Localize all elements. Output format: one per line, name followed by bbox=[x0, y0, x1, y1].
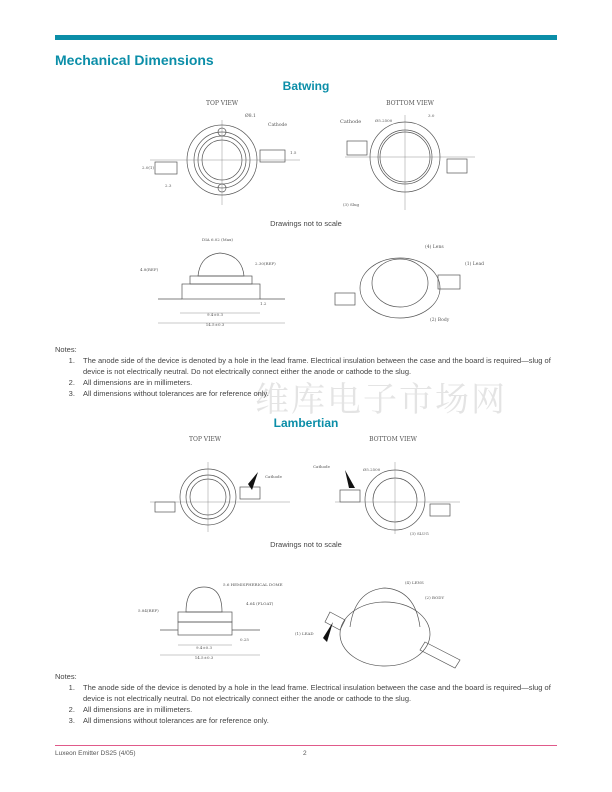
svg-text:Cathode: Cathode bbox=[340, 119, 362, 125]
svg-text:Ø5.2500: Ø5.2500 bbox=[363, 467, 381, 472]
svg-text:2.3: 2.3 bbox=[165, 183, 172, 188]
svg-text:4.64 (FLOAT): 4.64 (FLOAT) bbox=[246, 601, 274, 606]
lambertian-side-view-drawing bbox=[138, 575, 288, 675]
svg-text:TOP VIEW: TOP VIEW bbox=[188, 436, 222, 443]
svg-text:Ø5.2500: Ø5.2500 bbox=[375, 118, 393, 123]
note-item: 2. All dimensions are in millimeters. bbox=[77, 704, 565, 715]
lambertian-notes bbox=[55, 671, 565, 726]
note-item: 3. All dimensions without tolerances are for reference only. bbox=[77, 715, 565, 726]
svg-text:(4) LENS: (4) LENS bbox=[405, 580, 424, 585]
batwing-side-view-drawing bbox=[140, 233, 290, 338]
page-title: Mechanical Dimensions bbox=[55, 52, 214, 68]
svg-text:14.5±0.3: 14.5±0.3 bbox=[205, 322, 225, 327]
notes-label: Notes: bbox=[55, 345, 77, 354]
footer-doc-id: Luxeon Emitter DS25 (4/05) bbox=[55, 750, 136, 757]
note-item: 1. The anode side of the device is denoted by a hole in the lead frame. Electrical insulation between the case and the board is required—slug of device is not electrically neutral. Do not electrically connect either the anode or cathode to the slug. bbox=[77, 355, 565, 377]
batwing-not-to-scale: Drawings not to scale bbox=[270, 219, 342, 228]
svg-text:(1) LEAD: (1) LEAD bbox=[295, 631, 314, 636]
batwing-bottom-view-drawing bbox=[335, 95, 485, 220]
lambertian-top-view-drawing bbox=[140, 432, 300, 537]
batwing-top-view-drawing bbox=[140, 95, 300, 220]
batwing-notes bbox=[55, 344, 565, 399]
lambertian-not-to-scale: Drawings not to scale bbox=[270, 540, 342, 549]
lambertian-bottom-view-drawing bbox=[305, 432, 465, 537]
svg-text:BOTTOM VIEW: BOTTOM VIEW bbox=[369, 436, 417, 443]
svg-text:(1) Lead: (1) Lead bbox=[465, 262, 485, 267]
svg-text:BOTTOM VIEW: BOTTOM VIEW bbox=[386, 100, 434, 107]
svg-text:9.4±0.3: 9.4±0.3 bbox=[206, 312, 224, 317]
svg-text:1.5: 1.5 bbox=[290, 150, 297, 155]
svg-text:Cathode: Cathode bbox=[268, 123, 288, 128]
header-rule bbox=[55, 35, 557, 40]
svg-text:Cathode: Cathode bbox=[265, 474, 282, 479]
svg-text:4.8(REF): 4.8(REF) bbox=[140, 267, 159, 272]
svg-text:(3) Slug: (3) Slug bbox=[343, 202, 360, 207]
svg-text:2.30(REF): 2.30(REF) bbox=[255, 261, 276, 266]
batwing-heading: Batwing bbox=[282, 79, 330, 93]
svg-text:0.25: 0.25 bbox=[240, 637, 249, 642]
lambertian-heading: Lambertian bbox=[273, 416, 339, 430]
svg-text:(2) BODY: (2) BODY bbox=[425, 595, 445, 600]
notes-label: Notes: bbox=[55, 672, 77, 681]
svg-text:Ø8.1: Ø8.1 bbox=[245, 114, 256, 119]
svg-text:3.0: 3.0 bbox=[428, 113, 435, 118]
footer-rule bbox=[55, 745, 557, 746]
svg-text:2.0(1): 2.0(1) bbox=[142, 165, 155, 170]
batwing-perspective-drawing bbox=[330, 233, 490, 338]
svg-text:9.4±0.3: 9.4±0.3 bbox=[195, 645, 213, 650]
svg-text:5.84(REF): 5.84(REF) bbox=[138, 608, 159, 613]
svg-text:(4) Lens: (4) Lens bbox=[425, 245, 444, 250]
svg-text:1.2: 1.2 bbox=[260, 301, 267, 306]
svg-text:DIA 6.02 (Max): DIA 6.02 (Max) bbox=[202, 237, 233, 242]
svg-text:Cathode: Cathode bbox=[313, 464, 330, 469]
note-item: 2. All dimensions are in millimeters. bbox=[77, 377, 565, 388]
svg-text:(3) SLUG: (3) SLUG bbox=[410, 531, 429, 536]
page-number: 2 bbox=[303, 750, 307, 757]
svg-text:14.5±0.3: 14.5±0.3 bbox=[194, 655, 214, 660]
svg-text:TOP VIEW: TOP VIEW bbox=[205, 100, 239, 107]
note-item: 1. The anode side of the device is denoted by a hole in the lead frame. Electrical insulation between the case and the board is required—slug of device is not electrically neutral. Do not electrically connect either the anode or cathode to the slug. bbox=[77, 682, 565, 704]
svg-text:5.6 HEMISPHERICAL DOME: 5.6 HEMISPHERICAL DOME bbox=[223, 582, 283, 587]
watermark: 维库电子市场网 bbox=[255, 380, 507, 420]
svg-text:(2) Body: (2) Body bbox=[430, 318, 450, 323]
lambertian-perspective-drawing bbox=[295, 572, 465, 677]
note-item: 3. All dimensions without tolerances are for reference only. bbox=[77, 388, 565, 399]
